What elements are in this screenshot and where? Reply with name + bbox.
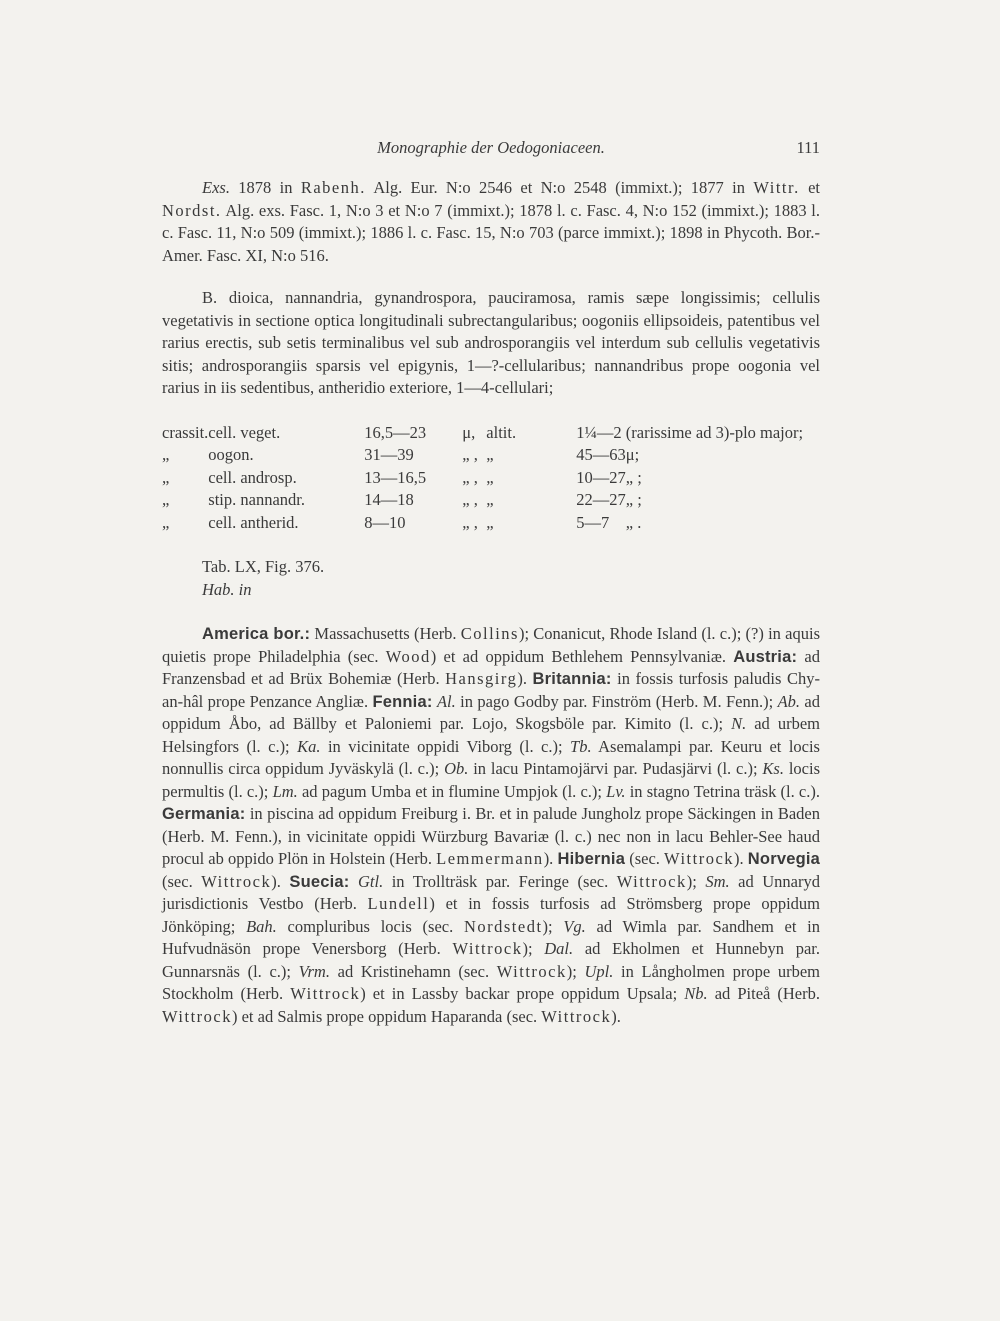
page-header bbox=[162, 138, 820, 164]
measure-altit: „ bbox=[486, 512, 494, 532]
region-britannia: Britannia: bbox=[532, 670, 612, 688]
measure-height: 1¼—2 bbox=[576, 422, 622, 442]
measure-note: „ ; bbox=[625, 490, 642, 509]
measure-unit: „ , bbox=[462, 445, 478, 464]
measurement-row bbox=[162, 489, 803, 512]
measure-note: μ; bbox=[625, 445, 640, 464]
measure-prefix: „ bbox=[162, 490, 170, 509]
measure-height: 22—27 bbox=[576, 490, 626, 509]
body-text bbox=[162, 177, 820, 1028]
author-name: Rabenh. bbox=[300, 178, 366, 197]
measure-part: cell. androsp. bbox=[208, 467, 297, 487]
author-name: Wittr. bbox=[753, 178, 800, 197]
measurement-row bbox=[162, 444, 803, 467]
measure-height: 5—7 bbox=[576, 512, 610, 532]
measure-altit: „ bbox=[486, 490, 494, 509]
region-hibernia: Hibernia bbox=[557, 850, 626, 868]
page-number: 111 bbox=[796, 138, 820, 157]
measure-prefix: „ bbox=[162, 512, 170, 532]
exsiccatae-paragraph: Exs. 1878 in Rabenh. Alg. Eur. N:o 2546 et N:o 2548 (immixt.); 1877 in Wittr. et Nordst. Alg. exs. Fasc. 1, N:o 3 et N:o 7 (immixt.); 1878 l. c. Fasc. 4, N:o 152 (immixt.); 1883 l. c. Fasc. 11, N:o 509 (immixt.); 1886 l. c. Fasc. 15, N:o 703 (parce immixt.); 1898 in Phycoth. Bor.-Amer. Fasc. XI, N:o 516. bbox=[162, 178, 820, 265]
habitat-label: Hab. in bbox=[202, 579, 252, 599]
measure-note: (rarissime ad 3)-plo major; bbox=[625, 422, 804, 442]
measurement-row bbox=[162, 512, 803, 535]
measurements-table bbox=[162, 422, 803, 535]
measure-altit: „ bbox=[486, 467, 494, 487]
measure-prefix: „ bbox=[162, 445, 170, 464]
measure-height: 45—63 bbox=[576, 445, 626, 464]
measure-part: oogon. bbox=[208, 445, 254, 464]
region-norvegia: Norvegia bbox=[747, 850, 821, 868]
measure-height: 10—27 bbox=[576, 467, 626, 487]
measure-part: stip. nannandr. bbox=[208, 490, 305, 509]
description-paragraph: B. dioica, nannandria, gynandrospora, pauciramosa, ramis sæpe longissimis; cellulis vegetativis in sectione optica longitudinali subrectangularibus; oogoniis ellipsoideis, patentibus vel rarius erectis, sub setis terminalibus vel sub androsporangiis vel interdum sub cellulis vegetativis sitis; androsporangiis sparsis vel epigynis, 1—?-cellularibus; nannandribus prope oogonia vel rarius in iis sedentibus, antheridio exteriore, 1—4-cellulari; bbox=[162, 288, 820, 397]
measurement-row bbox=[162, 467, 803, 490]
measure-altit: altit. bbox=[486, 422, 517, 442]
region-fennia: Fennia: bbox=[372, 692, 433, 711]
measure-width: 31—39 bbox=[364, 445, 414, 464]
measurement-row bbox=[162, 422, 803, 445]
measure-part: cell. veget. bbox=[208, 422, 281, 442]
measure-width: 13—16,5 bbox=[364, 467, 427, 487]
region-america: America bor.: bbox=[202, 625, 311, 643]
measure-unit: μ, bbox=[462, 422, 476, 442]
measure-prefix: crassit. bbox=[162, 422, 209, 442]
measure-width: 16,5—23 bbox=[364, 422, 427, 442]
measure-note: „ ; bbox=[625, 467, 642, 487]
running-title: Monographie der Oedogoniaceen. bbox=[377, 138, 605, 157]
measure-unit: „ , bbox=[462, 490, 478, 509]
measure-unit: „ , bbox=[462, 512, 478, 532]
region-suecia: Suecia: bbox=[289, 872, 350, 891]
region-austria: Austria: bbox=[733, 647, 798, 666]
measure-width: 8—10 bbox=[364, 512, 406, 532]
measure-unit: „ , bbox=[462, 467, 478, 487]
measure-part: cell. antherid. bbox=[208, 512, 299, 532]
habitat-paragraph: America bor.: Massachusetts (Herb. Collins); Conanicut, Rhode Island (l. c.); (?) in aquis quietis prope Philadelphia (sec. Wood) et ad oppidum Bethlehem Pennsylvaniæ. Austria: ad Franzensbad et ad Brüx Bohemiæ (Herb. Hansgirg). Britannia: in fossis turfosis paludis Chy-an-hâl prope Penzance Angliæ. Fennia: Al. in pago Godby par. Finström (Herb. M. Fenn.); Ab. ad oppidum Åbo, ad Bällby et Paloniemi par. Lojo, Skogsböle par. Kimito (l. c.); N. ad urbem Helsingfors (l. c.); Ka. in vicinitate oppidi Viborg (l. c.); Tb. Asemalampi par. Keuru et locis nonnullis circa oppidum Jyväskylä (l. c.); Ob. in lacu Pintamojärvi par. Pudasjärvi (l. c.); Ks. locis permultis (l. c.); Lm. ad pagum Umba et in flumine Umpjok (l. c.); Lv. in stagno Tetrina träsk (l. c.). Germania: in piscina ad oppidum Freiburg i. Br. et in palude Jungholz prope Säckingen in Baden (Herb. M. Fenn.), in vicinitate oppidi Würzburg Bavariæ (l. c.) nec non in lacu Behler-See haud procul ab oppido Plön in Holstein (Herb. Lemmermann). Hibernia (sec. Wittrock). Norvegia (sec. Wittrock). Suecia: Gtl. in Trollträsk par. Feringe (sec. Wittrock); Sm. ad Unnaryd jurisdictionis Vestbo (Herb. Lundell) et in fossis turfosis ad Strömsberg prope oppidum Jönköping; Bah. compluribus locis (sec. Nordstedt); Vg. ad Wimla par. Sandhem et in Hufvudnäsön prope Venersborg (Herb. Wittrock); Dal. ad Ekholmen et Hunnebyn par. Gunnarsnäs (l. c.); Vrm. ad Kristinehamn (sec. Wittrock); Upl. in Långholmen prope urbem Stockholm (Herb. Wittrock) et in Lassby backar prope oppidum Upsala; Nb. ad Piteå (Herb. Wittrock) et ad Salmis prope oppidum Haparanda (sec. Wittrock). bbox=[162, 624, 821, 1026]
exs-label: Exs. bbox=[202, 178, 230, 197]
measure-note: „ . bbox=[625, 512, 642, 532]
measure-prefix: „ bbox=[162, 467, 170, 487]
author-name: Nordst. bbox=[162, 200, 222, 220]
measure-altit: „ bbox=[486, 445, 494, 464]
region-germania: Germania: bbox=[162, 805, 246, 823]
measure-width: 14—18 bbox=[364, 490, 414, 509]
tab-reference: Tab. LX, Fig. 376. bbox=[202, 557, 325, 576]
